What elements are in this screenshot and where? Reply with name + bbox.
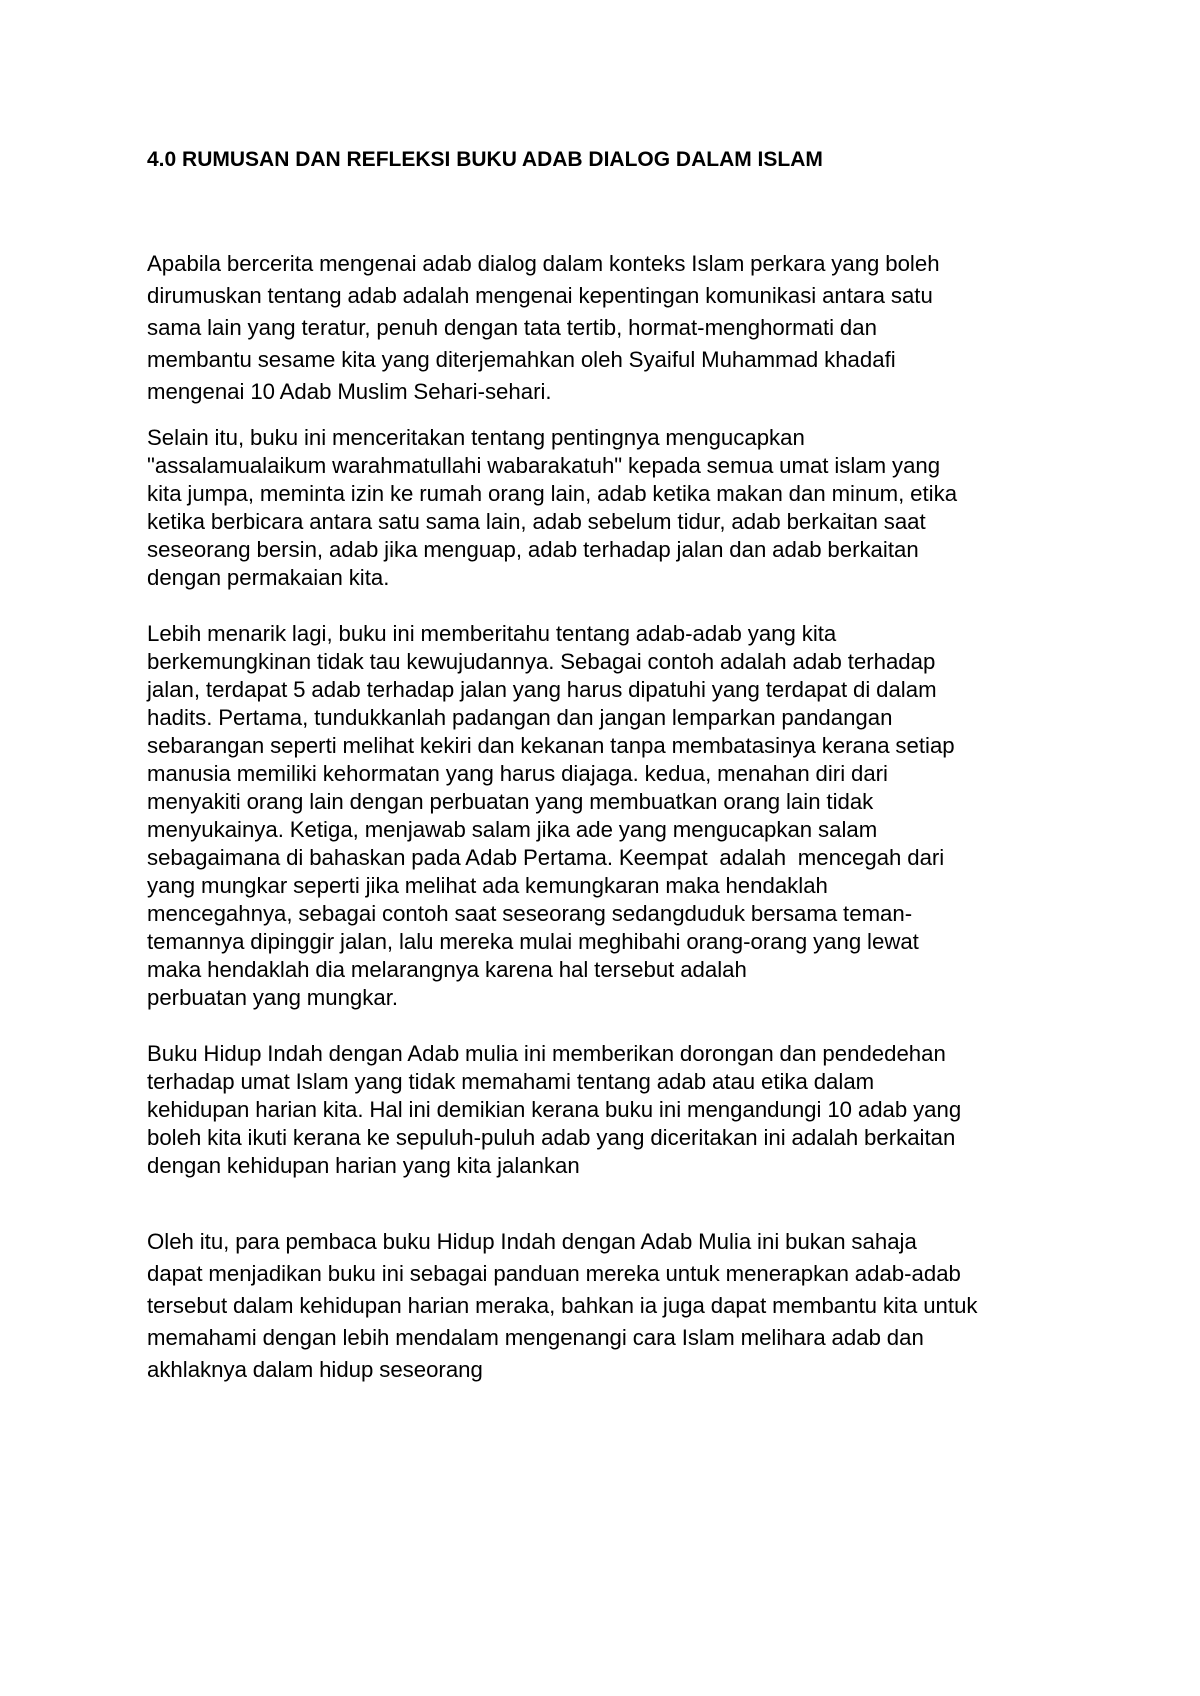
- text-line: hadits. Pertama, tundukkanlah padangan dan jangan lemparkan pandangan: [147, 705, 893, 730]
- text-line: yang mungkar seperti jika melihat ada kemungkaran maka hendaklah: [147, 873, 828, 898]
- text-line: kita jumpa, meminta izin ke rumah orang lain, adab ketika makan dan minum, etika: [147, 481, 958, 506]
- paragraph-4: [147, 1040, 1072, 1180]
- paragraph-1: [147, 248, 1072, 408]
- text-line: menyakiti orang lain dengan perbuatan yang membuatkan orang lain tidak: [147, 789, 874, 814]
- text-line: dengan kehidupan harian yang kita jalankan: [147, 1153, 580, 1178]
- text-line: boleh kita ikuti kerana ke sepuluh-puluh adab yang diceritakan ini adalah berkaitan: [147, 1125, 956, 1150]
- text-line: Lebih menarik lagi, buku ini memberitahu tentang adab-adab yang kita: [147, 621, 837, 646]
- text-line: Buku Hidup Indah dengan Adab mulia ini memberikan dorongan dan pendedehan: [147, 1041, 946, 1066]
- text-line: mencegahnya, sebagai contoh saat seseorang sedangduduk bersama teman-: [147, 901, 913, 926]
- text-line: terhadap umat Islam yang tidak memahami tentang adab atau etika dalam: [147, 1069, 875, 1094]
- text-line: manusia memiliki kehormatan yang harus diajaga. kedua, menahan diri dari: [147, 761, 888, 786]
- text-line: ketika berbicara antara satu sama lain, adab sebelum tidur, adab berkaitan saat: [147, 509, 926, 534]
- text-line: mengenai 10 Adab Muslim Sehari-sehari.: [147, 379, 552, 404]
- text-line: dirumuskan tentang adab adalah mengenai kepentingan komunikasi antara satu: [147, 283, 933, 308]
- text-line: memahami dengan lebih mendalam mengenangi cara Islam melihara adab dan: [147, 1325, 924, 1350]
- text-line: dapat menjadikan buku ini sebagai panduan mereka untuk menerapkan adab-adab: [147, 1261, 961, 1286]
- text-line: perbuatan yang mungkar.: [147, 985, 399, 1010]
- text-line: dengan permakaian kita.: [147, 565, 390, 590]
- paragraph-3: [147, 620, 1072, 1012]
- text-line: sebagaimana di bahaskan pada Adab Pertama. Keempat adalah mencegah dari: [147, 845, 945, 870]
- text-line: "assalamualaikum warahmatullahi wabarakatuh" kepada semua umat islam yang: [147, 453, 941, 478]
- text-line: Oleh itu, para pembaca buku Hidup Indah dengan Adab Mulia ini bukan sahaja: [147, 1229, 917, 1254]
- text-line: Selain itu, buku ini menceritakan tentang pentingnya mengucapkan: [147, 425, 805, 450]
- text-line: jalan, terdapat 5 adab terhadap jalan yang harus dipatuhi yang terdapat di dalam: [147, 677, 937, 702]
- document-content: [147, 148, 1072, 1386]
- text-line: seseorang bersin, adab jika menguap, adab terhadap jalan dan adab berkaitan: [147, 537, 919, 562]
- text-line: sebarangan seperti melihat kekiri dan kekanan tanpa membatasinya kerana setiap: [147, 733, 955, 758]
- text-line: membantu sesame kita yang diterjemahkan oleh Syaiful Muhammad khadafi: [147, 347, 896, 372]
- text-line: maka hendaklah dia melarangnya karena hal tersebut adalah: [147, 957, 747, 982]
- text-line: sama lain yang teratur, penuh dengan tata tertib, hormat-menghormati dan: [147, 315, 877, 340]
- text-line: tersebut dalam kehidupan harian meraka, bahkan ia juga dapat membantu kita untuk: [147, 1293, 978, 1318]
- text-line: temannya dipinggir jalan, lalu mereka mulai meghibahi orang-orang yang lewat: [147, 929, 919, 954]
- text-line: menyukainya. Ketiga, menjawab salam jika ade yang mengucapkan salam: [147, 817, 878, 842]
- text-line: akhlaknya dalam hidup seseorang: [147, 1357, 483, 1382]
- text-line: Apabila bercerita mengenai adab dialog dalam konteks Islam perkara yang boleh: [147, 251, 940, 276]
- paragraph-5: [147, 1226, 1072, 1386]
- page-title: 4.0 RUMUSAN DAN REFLEKSI BUKU ADAB DIALOG DALAM ISLAM: [147, 148, 823, 171]
- paragraph-2: [147, 424, 1072, 592]
- text-line: kehidupan harian kita. Hal ini demikian kerana buku ini mengandungi 10 adab yang: [147, 1097, 962, 1122]
- text-line: berkemungkinan tidak tau kewujudannya. Sebagai contoh adalah adab terhadap: [147, 649, 936, 674]
